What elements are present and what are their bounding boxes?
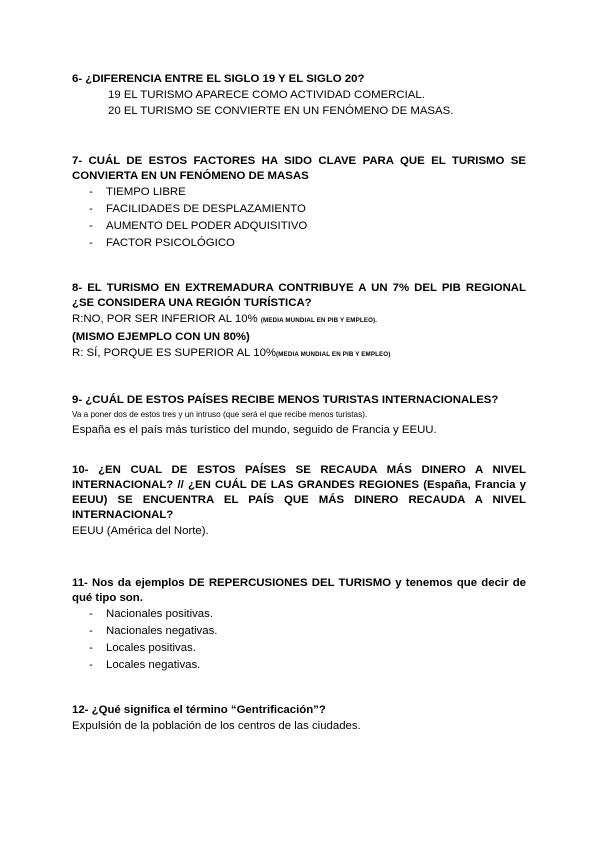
question-9-section bbox=[72, 393, 526, 438]
answer-note: (MEDIA MUNDIAL EN PIB Y EMPLEO). bbox=[260, 317, 378, 324]
question-10-section bbox=[72, 463, 526, 539]
note-line: Va a poner dos de estos tres y un intruso (que será el que recibe menos turistas). bbox=[72, 410, 368, 419]
answer-line: Expulsión de la población de los centros de las ciudades. bbox=[72, 720, 361, 732]
list-item: - Nacionales positivas. bbox=[72, 606, 526, 623]
answer-text: R: SÍ, PORQUE ES SUPERIOR AL 10% bbox=[72, 347, 277, 359]
sub-heading: (MISMO EJEMPLO CON UN 80%) bbox=[72, 331, 250, 343]
question-11-section bbox=[72, 576, 526, 674]
answer-line: 20 EL TURISMO SE CONVIERTE EN UN FENÓMENO DE MASAS. bbox=[108, 105, 454, 117]
question-10-heading: 10- ¿EN CUAL DE ESTOS PAÍSES SE RECAUDA MÁS DINERO A NIVEL INTERNACIONAL? // ¿EN CUÁL DE LAS GRANDES REGIONES (España, Francia y EEUU) SE ENCUENTRA EL PAÍS QUE MÁS DINERO RECAUDA A NIVEL INTERNACIONAL? bbox=[72, 464, 526, 521]
list-item: - TIEMPO LIBRE bbox=[72, 184, 526, 201]
list-item: - AUMENTO DEL PODER ADQUISITIVO bbox=[72, 218, 526, 235]
question-6-section bbox=[72, 72, 526, 119]
answer-line bbox=[72, 311, 526, 329]
answer-line bbox=[72, 345, 526, 363]
answer-line: EEUU (América del Norte). bbox=[72, 525, 209, 537]
question-11-heading: 11- Nos da ejemplos DE REPERCUSIONES DEL TURISMO y tenemos que decir de qué tipo son. bbox=[72, 577, 526, 604]
repercussion-list bbox=[72, 606, 526, 674]
question-7-heading: 7- CUÁL DE ESTOS FACTORES HA SIDO CLAVE PARA QUE EL TURISMO SE CONVIERTA EN UN FENÓMENO DE MASAS bbox=[72, 155, 526, 182]
question-12-heading: 12- ¿Qué significa el término “Gentrificación”? bbox=[72, 704, 326, 716]
answer-note: (MEDIA MUNDIAL EN PIB Y EMPLEO) bbox=[276, 351, 391, 358]
question-6-heading: 6- ¿DIFERENCIA ENTRE EL SIGLO 19 Y EL SIGLO 20? bbox=[72, 73, 365, 85]
question-12-section bbox=[72, 703, 526, 734]
list-item: - Nacionales negativas. bbox=[72, 623, 526, 640]
list-item: - Locales negativas. bbox=[72, 657, 526, 674]
list-item: - FACILIDADES DE DESPLAZAMIENTO bbox=[72, 201, 526, 218]
answer-line: 19 EL TURISMO APARECE COMO ACTIVIDAD COMERCIAL. bbox=[108, 89, 425, 101]
factor-list bbox=[72, 184, 526, 252]
answer-line: España es el país más turístico del mundo, seguido de Francia y EEUU. bbox=[72, 424, 437, 436]
question-7-section bbox=[72, 154, 526, 252]
answer-text: R:NO, POR SER INFERIOR AL 10% bbox=[72, 313, 258, 325]
question-8-heading: 8- EL TURISMO EN EXTREMADURA CONTRIBUYE A UN 7% DEL PIB REGIONAL ¿SE CONSIDERA UNA REGIÓN TURÍSTICA? bbox=[72, 282, 526, 309]
list-item: - Locales positivas. bbox=[72, 640, 526, 657]
question-8-section bbox=[72, 281, 526, 363]
list-item: - FACTOR PSICOLÓGICO bbox=[72, 235, 526, 252]
question-9-heading: 9- ¿CUÁL DE ESTOS PAÍSES RECIBE MENOS TURISTAS INTERNACIONALES? bbox=[72, 394, 499, 406]
